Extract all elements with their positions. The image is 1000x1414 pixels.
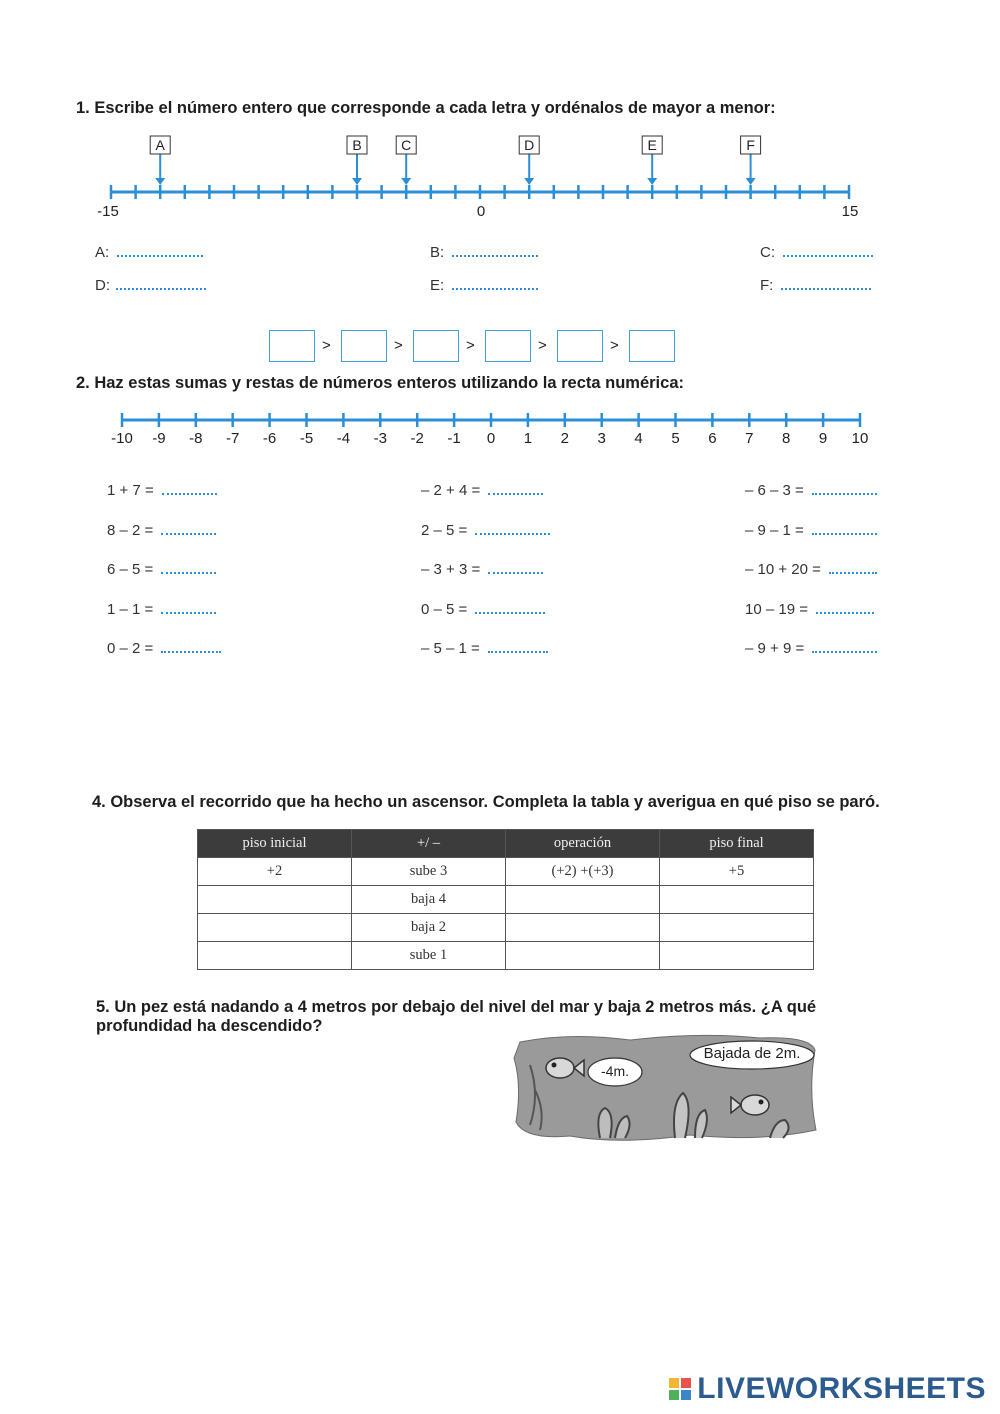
marker-arrow-head	[401, 178, 411, 185]
answer-label: B:	[430, 244, 445, 261]
tick-label: 1	[523, 430, 533, 447]
exercise-expression: 10 – 19 =	[745, 600, 808, 618]
table-row	[198, 886, 814, 914]
exercise-answer-blank[interactable]	[816, 600, 874, 614]
marker-arrow-head	[352, 178, 362, 185]
q5-title-line1: 5. Un pez está nadando a 4 metros por debajo del nivel del mar y baja 2 metros más. ¿A qué	[96, 998, 817, 1016]
depth-bubble-text: -4m.	[601, 1063, 629, 1079]
table-input-cell[interactable]	[198, 886, 352, 914]
q5-title-line2: profundidad ha descendido?	[96, 1017, 323, 1035]
q1-axis-label-zero: 0	[476, 203, 486, 220]
exercise-answer-blank[interactable]	[488, 560, 543, 574]
exercise-item	[421, 600, 545, 618]
exercise-item	[107, 600, 216, 618]
marker-letter-d: D	[524, 137, 535, 153]
exercise-answer-blank[interactable]	[161, 560, 216, 574]
tick-label: 0	[486, 430, 496, 447]
answer-blank[interactable]	[452, 276, 538, 290]
exercise-answer-blank[interactable]	[812, 481, 877, 495]
exercise-expression: 6 – 5 =	[107, 561, 154, 578]
exercise-expression: – 9 – 1 =	[745, 521, 804, 539]
exercise-expression: 8 – 2 =	[107, 521, 154, 539]
exercise-item	[421, 639, 548, 657]
marker-letter-b: B	[352, 137, 362, 153]
table-row	[198, 942, 814, 970]
answer-label: A:	[95, 244, 110, 261]
table-input-cell[interactable]	[198, 942, 352, 970]
underwater-illustration	[510, 1030, 820, 1145]
tick-label: 4	[634, 430, 643, 447]
elevator-table	[197, 829, 814, 970]
exercise-expression: 2 – 5 =	[421, 521, 468, 539]
exercise-answer-blank[interactable]	[829, 560, 877, 574]
tick-label: -7	[226, 430, 240, 447]
answer-f[interactable]	[760, 276, 871, 294]
table-input-cell[interactable]	[660, 886, 814, 914]
liveworksheets-logo	[669, 1372, 986, 1406]
tick-label: -6	[262, 430, 277, 447]
order-box-4[interactable]	[485, 330, 531, 362]
tick-label: 8	[782, 430, 791, 447]
answer-b[interactable]	[430, 243, 538, 261]
tick-label: 10	[851, 430, 869, 447]
header-sign: +/ –	[352, 830, 506, 858]
table-input-cell[interactable]	[506, 886, 660, 914]
table-cell: baja 4	[352, 886, 506, 914]
exercise-expression: – 9 + 9 =	[745, 640, 805, 657]
table-input-cell[interactable]	[506, 942, 660, 970]
table-cell: +5	[660, 858, 814, 886]
marker-letter-c: C	[401, 137, 412, 153]
exercise-item	[745, 521, 877, 539]
exercise-expression: – 2 + 4 =	[421, 482, 481, 499]
exercise-answer-blank[interactable]	[488, 639, 548, 653]
q1-title: 1. Escribe el número entero que corresponde a cada letra y ordénalos de mayor a menor:	[76, 99, 776, 117]
marker-arrow-head	[647, 178, 657, 185]
exercise-expression: 1 – 1 =	[107, 600, 154, 618]
brand-text: LIVEWORKSHEETS	[697, 1372, 986, 1405]
exercise-expression: 0 – 5 =	[421, 600, 468, 618]
exercise-item	[107, 521, 216, 539]
answer-label: E:	[430, 277, 445, 294]
exercise-item	[421, 481, 543, 499]
exercise-answer-blank[interactable]	[161, 521, 216, 535]
tick-label: -5	[299, 430, 314, 447]
table-cell: (+2) +(+3)	[506, 858, 660, 886]
table-cell: sube 3	[352, 858, 506, 886]
tick-label: 9	[818, 430, 828, 447]
answer-blank[interactable]	[116, 276, 206, 290]
answer-blank[interactable]	[783, 243, 873, 257]
marker-letter-e: E	[647, 137, 657, 153]
tick-label: -2	[410, 430, 424, 447]
order-box-1[interactable]	[269, 330, 315, 362]
exercise-answer-blank[interactable]	[812, 639, 877, 653]
answer-a[interactable]	[95, 243, 203, 261]
gt-symbol: >	[394, 337, 403, 354]
table-input-cell[interactable]	[198, 914, 352, 942]
tick-label: 2	[560, 430, 569, 447]
order-box-5[interactable]	[557, 330, 603, 362]
tick-label: 6	[708, 430, 717, 447]
table-input-cell[interactable]	[506, 914, 660, 942]
q4-title: 4. Observa el recorrido que ha hecho un ascensor. Completa la tabla y averigua en qué piso se paró.	[92, 793, 880, 811]
exercise-item	[421, 560, 543, 578]
answer-c[interactable]	[760, 243, 873, 261]
gt-symbol: >	[538, 337, 547, 354]
gt-symbol: >	[466, 337, 475, 354]
tick-label: 3	[597, 430, 606, 447]
exercise-answer-blank[interactable]	[812, 521, 877, 535]
answer-blank[interactable]	[452, 243, 538, 257]
exercise-answer-blank[interactable]	[475, 521, 550, 535]
order-box-6[interactable]	[629, 330, 675, 362]
exercise-item	[107, 639, 221, 657]
exercise-expression: – 5 – 1 =	[421, 640, 480, 657]
gt-symbol: >	[322, 337, 331, 354]
tick-label: -8	[189, 430, 203, 447]
answer-label: C:	[760, 244, 775, 261]
answer-d[interactable]	[95, 276, 206, 294]
exercise-expression: – 10 + 20 =	[745, 561, 821, 578]
q2-title: 2. Haz estas sumas y restas de números enteros utilizando la recta numérica:	[76, 374, 684, 392]
header-piso-final: piso final	[660, 830, 814, 858]
exercise-answer-blank[interactable]	[475, 600, 545, 614]
exercise-item	[107, 560, 216, 578]
answer-blank[interactable]	[117, 243, 203, 257]
answer-e[interactable]	[430, 276, 538, 294]
exercise-expression: – 3 + 3 =	[421, 561, 481, 578]
tick-label: -9	[152, 430, 166, 447]
exercise-item	[421, 521, 550, 539]
tick-label: 7	[745, 430, 754, 447]
tick-label: -3	[373, 430, 387, 447]
exercise-expression: 0 – 2 =	[107, 640, 154, 657]
exercise-item	[745, 600, 874, 618]
q1-axis-label-max: 15	[841, 203, 859, 220]
header-operacion: operación	[506, 830, 660, 858]
marker-arrow-head	[155, 178, 165, 185]
answer-label: D:	[95, 277, 110, 294]
exercise-answer-blank[interactable]	[161, 600, 216, 614]
answer-label: F:	[760, 277, 774, 294]
exercise-answer-blank[interactable]	[488, 481, 543, 495]
order-box-3[interactable]	[413, 330, 459, 362]
order-box-2[interactable]	[341, 330, 387, 362]
tick-label: 5	[671, 430, 680, 447]
exercise-item	[107, 481, 217, 499]
table-cell: sube 1	[352, 942, 506, 970]
exercise-item	[745, 639, 877, 657]
marker-letter-a: A	[155, 137, 165, 153]
exercise-item	[745, 481, 877, 499]
header-piso-inicial: piso inicial	[198, 830, 352, 858]
table-row	[198, 858, 814, 886]
exercise-answer-blank[interactable]	[162, 481, 217, 495]
table-header-row	[198, 830, 814, 858]
table-cell: +2	[198, 858, 352, 886]
tick-label: -1	[447, 430, 461, 447]
tick-label: -10	[111, 430, 133, 447]
table-input-cell[interactable]	[660, 914, 814, 942]
answer-blank[interactable]	[781, 276, 871, 290]
exercise-expression: 1 + 7 =	[107, 482, 154, 499]
gt-symbol: >	[610, 337, 619, 354]
exercise-item	[745, 560, 877, 578]
tick-label: -4	[336, 430, 351, 447]
marker-arrow-head	[746, 178, 756, 185]
marker-letter-f: F	[746, 137, 755, 153]
exercise-answer-blank[interactable]	[161, 639, 221, 653]
table-cell: baja 2	[352, 914, 506, 942]
marker-arrow-head	[524, 178, 534, 185]
table-row	[198, 914, 814, 942]
q1-axis-label-min: -15	[97, 203, 119, 220]
descent-bubble-text: Bajada de 2m.	[703, 1045, 801, 1062]
table-input-cell[interactable]	[660, 942, 814, 970]
exercise-expression: – 6 – 3 =	[745, 482, 804, 499]
logo-blocks-icon	[669, 1378, 691, 1400]
